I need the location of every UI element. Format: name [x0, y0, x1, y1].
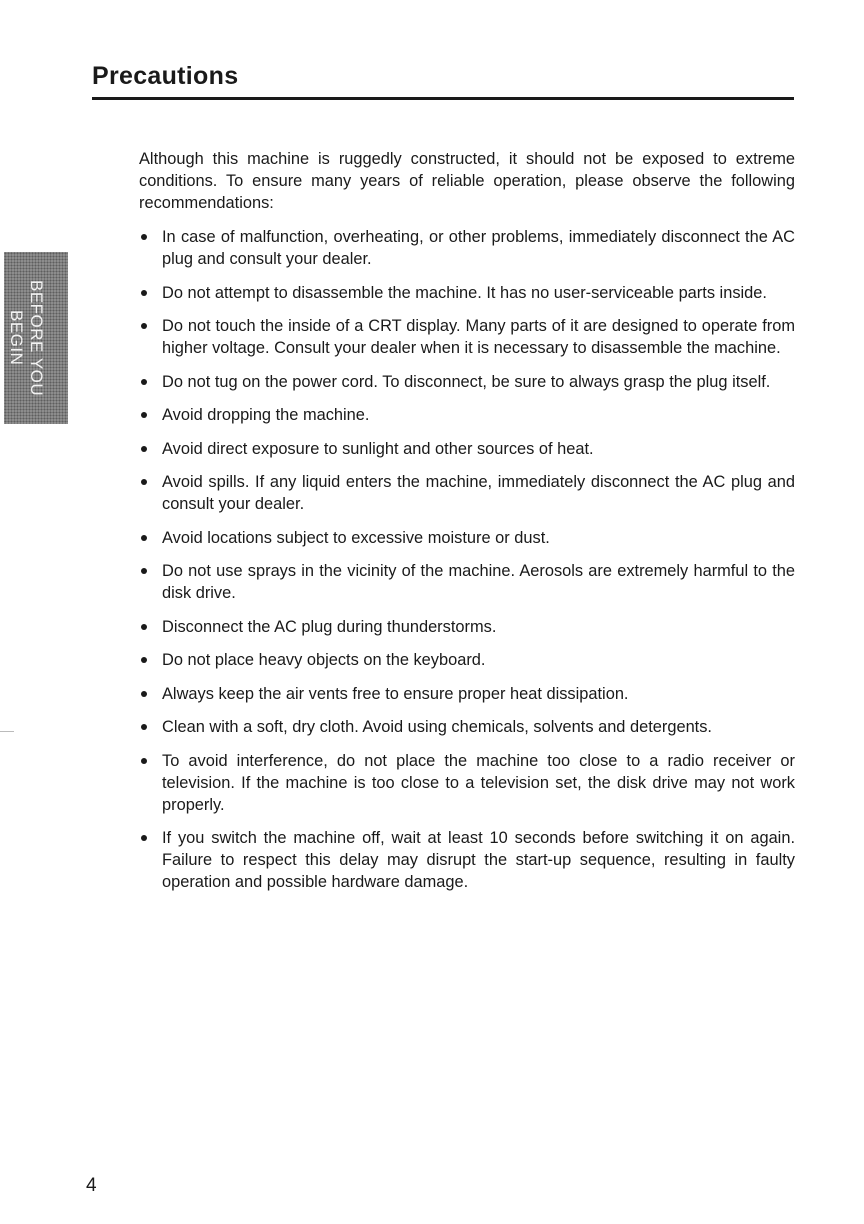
section-tab	[4, 252, 68, 424]
list-item	[139, 527, 795, 549]
bullet-icon	[141, 379, 147, 385]
bullet-icon	[141, 412, 147, 418]
page-title: Precautions	[92, 62, 239, 90]
list-item	[139, 404, 795, 426]
bullet-icon	[141, 290, 147, 296]
list-item-text: In case of malfunction, overheating, or other problems, immediately disconnect the AC plug and consult your dealer.	[162, 228, 795, 268]
bullet-icon	[141, 446, 147, 452]
list-item-text: Do not attempt to disassemble the machine. It has no user-serviceable parts inside.	[162, 283, 767, 302]
list-item-text: Avoid direct exposure to sunlight and other sources of heat.	[162, 439, 594, 458]
list-item-text: Always keep the air vents free to ensure proper heat dissipation.	[162, 684, 629, 703]
list-item-text: Do not place heavy objects on the keyboard.	[162, 651, 486, 669]
list-item	[139, 716, 795, 738]
list-item	[139, 827, 795, 893]
precautions-list	[139, 226, 795, 893]
intro-paragraph: Although this machine is ruggedly constructed, it should not be exposed to extreme conditions. To ensure many years of reliable operation, please observe the following recommendations:	[139, 150, 795, 212]
list-item	[139, 471, 795, 515]
bullet-icon	[141, 835, 147, 841]
bullet-icon	[141, 568, 147, 574]
list-item	[139, 438, 795, 460]
title-rule	[92, 97, 794, 100]
margin-tick	[0, 731, 14, 732]
bullet-icon	[141, 691, 147, 697]
list-item-text: If you switch the machine off, wait at least 10 seconds before switching it on again. Failure to respect this delay may disrupt the start-up sequence, resulting in faulty operation and possible hardware damage.	[162, 829, 795, 891]
bullet-icon	[141, 535, 147, 541]
list-item-text: Avoid dropping the machine.	[162, 406, 370, 424]
list-item	[139, 750, 795, 816]
list-item	[139, 616, 795, 638]
list-item-text: To avoid interference, do not place the machine too close to a radio receiver or television. If the machine is too close to a television set, the disk drive may not work properly.	[162, 751, 795, 814]
list-item	[139, 371, 795, 393]
list-item	[139, 282, 795, 304]
list-item-text: Avoid locations subject to excessive moisture or dust.	[162, 528, 550, 547]
list-item	[139, 683, 795, 705]
bullet-icon	[141, 724, 147, 730]
list-item	[139, 649, 795, 671]
bullet-icon	[141, 323, 147, 329]
bullet-icon	[141, 234, 147, 240]
bullet-icon	[141, 624, 147, 630]
list-item	[139, 315, 795, 359]
bullet-icon	[141, 479, 147, 485]
main-content	[139, 148, 795, 905]
list-item	[139, 560, 795, 604]
list-item-text: Disconnect the AC plug during thunderstorms.	[162, 617, 497, 636]
bullet-icon	[141, 758, 147, 764]
page-number: 4	[86, 1175, 97, 1196]
section-tab-label: BEFORE YOU BEGIN	[7, 279, 46, 397]
list-item	[139, 226, 795, 270]
list-item-text: Avoid spills. If any liquid enters the machine, immediately disconnect the AC plug and consult your dealer.	[162, 473, 795, 513]
list-item-text: Clean with a soft, dry cloth. Avoid using chemicals, solvents and detergents.	[162, 718, 712, 736]
bullet-icon	[141, 657, 147, 663]
list-item-text: Do not tug on the power cord. To disconnect, be sure to always grasp the plug itself.	[162, 372, 771, 391]
list-item-text: Do not use sprays in the vicinity of the machine. Aerosols are extremely harmful to the disk drive.	[162, 562, 795, 602]
list-item-text: Do not touch the inside of a CRT display. Many parts of it are designed to operate from higher voltage. Consult your dealer when it is necessary to disassemble the machine.	[162, 317, 795, 357]
